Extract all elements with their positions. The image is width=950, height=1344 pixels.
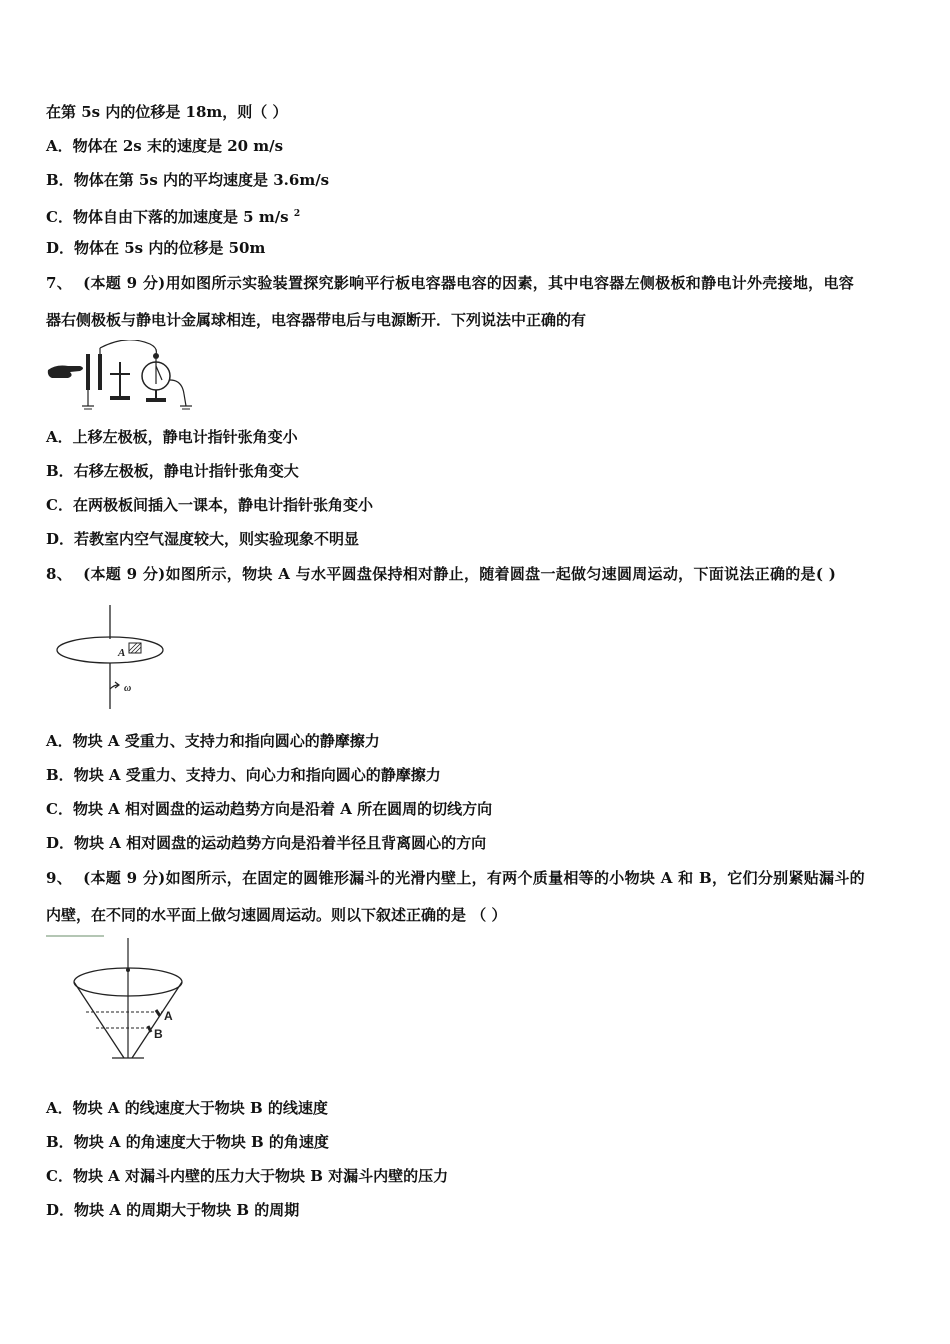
option-text: 物块 A 相对圆盘的运动趋势方向是沿着半径且背离圆心的方向 xyxy=(74,834,487,852)
cone-funnel-figure xyxy=(46,934,186,1068)
question-number: 8、 xyxy=(46,565,73,583)
q9-option-b[interactable] xyxy=(46,1132,329,1152)
block-a xyxy=(156,1010,160,1016)
q8-option-d[interactable] xyxy=(46,833,486,853)
option-text: 物块 A 的线速度大于物块 B 的线速度 xyxy=(72,1099,328,1117)
q7-stem-line1 xyxy=(46,273,904,293)
option-text: 若教室内空气湿度较大，则实验现象不明显 xyxy=(74,530,360,548)
disc xyxy=(57,637,163,663)
label-a: A xyxy=(164,1009,173,1023)
capacitor-electrometer-figure xyxy=(46,340,196,416)
q7-option-a[interactable] xyxy=(46,427,298,447)
q7-option-c[interactable] xyxy=(46,495,373,515)
q9-stem-line1 xyxy=(46,868,904,888)
option-letter: A． xyxy=(46,428,73,446)
option-letter: B． xyxy=(46,766,74,784)
question-number: 9、 xyxy=(46,869,73,887)
q6-option-d[interactable] xyxy=(46,238,265,258)
option-letter: C． xyxy=(46,208,73,226)
q6-option-b[interactable] xyxy=(46,170,329,190)
q7-stem-line2: 器右侧极板与静电计金属球相连，电容器带电后与电源断开．下列说法中正确的有 xyxy=(46,311,587,329)
question-stem: (本题 9 分)如图所示，物块 A 与水平圆盘保持相对静止，随着圆盘一起做匀速圆周运动，下面说法正确的是( ) xyxy=(83,565,837,583)
q8-stem xyxy=(46,564,904,584)
option-text: 物块 A 相对圆盘的运动趋势方向是沿着 A 所在圆周的切线方向 xyxy=(72,800,493,818)
option-letter: B． xyxy=(46,462,74,480)
q7-option-d[interactable] xyxy=(46,529,359,549)
option-letter: B． xyxy=(46,171,74,189)
label-b: B xyxy=(154,1027,163,1041)
block-b xyxy=(148,1026,151,1032)
superscript-2: 2 xyxy=(293,209,301,219)
question-number: 7、 xyxy=(46,274,73,292)
option-letter: A． xyxy=(46,137,73,155)
option-text: 物体自由下落的加速度是 5 m/s xyxy=(72,208,289,226)
q8-option-b[interactable] xyxy=(46,765,441,785)
option-text: 物体在第 5s 内的平均速度是 3.6m/s xyxy=(73,171,330,189)
q9-option-a[interactable] xyxy=(46,1098,328,1118)
option-text: 物块 A 的周期大于物块 B 的周期 xyxy=(74,1201,300,1219)
option-text: 物体在 5s 内的位移是 50m xyxy=(74,239,266,257)
option-letter: D． xyxy=(46,834,75,852)
option-text: 物块 A 受重力、支持力、向心力和指向圆心的静摩擦力 xyxy=(73,766,441,784)
option-letter: A． xyxy=(46,1099,73,1117)
option-letter: D． xyxy=(46,1201,75,1219)
hand-icon xyxy=(48,366,83,379)
metal-ball xyxy=(153,353,159,359)
option-letter: B． xyxy=(46,1133,74,1151)
q9-stem-line2: 内壁，在不同的水平面上做匀速圆周运动。则以下叙述正确的是 （ ） xyxy=(46,906,507,924)
rotating-disc-figure xyxy=(52,605,172,713)
q6-stem-tail: 在第 5s 内的位移是 18m，则（ ） xyxy=(46,103,288,121)
option-text: 上移左极板，静电计指针张角变小 xyxy=(72,428,298,446)
q7-option-b[interactable] xyxy=(46,461,299,481)
option-letter: A． xyxy=(46,732,73,750)
option-letter: C． xyxy=(46,1167,73,1185)
q9-option-d[interactable] xyxy=(46,1200,299,1220)
electrometer-needle xyxy=(156,366,162,380)
option-text: 在两极板间插入一课本，静电计指针张角变小 xyxy=(72,496,373,514)
question-stem: (本题 9 分)用如图所示实验装置探究影响平行板电容器电容的因素，其中电容器左侧极板和静电计外壳接地，电容 xyxy=(83,274,855,292)
q8-option-a[interactable] xyxy=(46,731,380,751)
question-stem: (本题 9 分)如图所示，在固定的圆锥形漏斗的光滑内壁上，有两个质量相等的小物块 A 和 B，它们分别紧贴漏斗的 xyxy=(83,869,865,887)
option-letter: D． xyxy=(46,530,75,548)
right-plate xyxy=(98,354,102,390)
block-label: A xyxy=(118,647,126,659)
option-letter: C． xyxy=(46,496,73,514)
option-text: 物块 A 对漏斗内壁的压力大于物块 B 对漏斗内壁的压力 xyxy=(72,1167,449,1185)
q8-option-c[interactable] xyxy=(46,799,492,819)
option-text: 右移左极板，静电计指针张角变大 xyxy=(73,462,299,480)
q6-option-c[interactable] xyxy=(46,204,300,227)
option-text: 物体在 2s 末的速度是 20 m/s xyxy=(72,137,284,155)
q9-option-c[interactable] xyxy=(46,1166,448,1186)
q6-option-a[interactable] xyxy=(46,136,283,156)
option-text: 物块 A 的角速度大于物块 B 的角速度 xyxy=(73,1133,329,1151)
option-letter: C． xyxy=(46,800,73,818)
left-plate xyxy=(86,354,90,390)
option-letter: D． xyxy=(46,239,75,257)
omega-label: ω xyxy=(124,683,132,694)
option-text: 物块 A 受重力、支持力和指向圆心的静摩擦力 xyxy=(72,732,380,750)
